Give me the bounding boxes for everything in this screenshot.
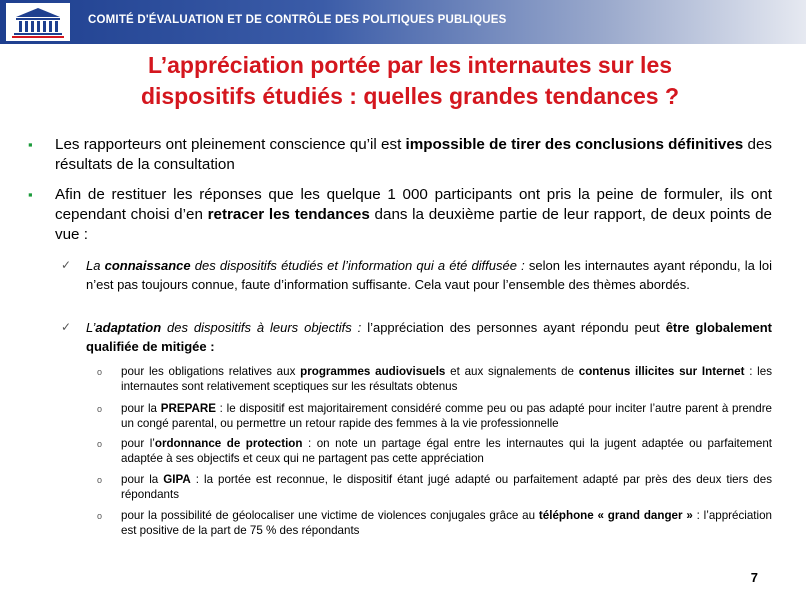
detail-1-text-end: : les internautes sont relativement sceptiques sur les résultats obtenus: [121, 365, 773, 393]
sub-2-italic: des dispositifs à leurs objectifs :: [161, 320, 362, 335]
sub-1-italic: des dispositifs étudiés et l’information qui a été diffusée :: [190, 258, 525, 273]
sub-1-text: La: [86, 258, 105, 273]
detail-5-bold: téléphone « grand danger »: [538, 509, 693, 522]
bullet-1-text: Les rapporteurs ont pleinement conscience qu’il est: [55, 136, 406, 153]
sub-2-bold: adaptation: [95, 320, 162, 335]
sub-1-text-end: selon les internautes ayant répondu, la loi n’est pas toujours connue, faute d’information suffisante. Cela vaut pour l’ensemble des thèmes abordés.: [86, 258, 773, 292]
circle-bullet-icon: o: [97, 404, 103, 414]
detail-4-text-end: : la portée est reconnue, le dispositif étant jugé adapté ou parfaitement adapté par près des deux tiers des répondants: [121, 473, 772, 501]
detail-3-bold: ordonnance de protection: [154, 437, 303, 450]
detail-bullet-prepare: [97, 401, 773, 431]
circle-bullet-icon: o: [97, 367, 103, 377]
sub-2-text: L’: [86, 320, 96, 335]
assemblee-nationale-logo-icon: [6, 3, 70, 41]
bullet-1-bold: impossible de tirer des conclusions définitives: [405, 136, 744, 153]
sub-2-text-mid: l’appréciation des personnes ayant répondu peut: [361, 320, 666, 335]
detail-bullet-audiovisuel: [97, 364, 773, 394]
detail-2-text-end: : le dispositif est majoritairement considéré comme peu ou pas adapté pour inciter l’autre parent à prendre un congé parental, ou permettre un retour rapide des femmes à la vie professionnelle: [121, 402, 773, 430]
bullet-2: [28, 185, 773, 245]
header-title: COMITÉ D'ÉVALUATION ET DE CONTRÔLE DES POLITIQUES PUBLIQUES: [88, 14, 507, 26]
sub-bullet-connaissance: [61, 256, 773, 294]
header-bar: [0, 0, 806, 44]
detail-bullet-gipa: [97, 472, 772, 502]
circle-bullet-icon: o: [97, 511, 103, 521]
page-number: 7: [750, 570, 758, 585]
bullet-2-bold: retracer les tendances: [207, 206, 370, 223]
square-bullet-icon: ▪: [28, 137, 33, 152]
detail-bullet-telephone: [97, 508, 772, 538]
sub-2-bold-end: être globalement qualifiée de mitigée :: [86, 320, 773, 354]
check-bullet-icon: ✓: [61, 320, 72, 334]
detail-3-text-end: : on note un partage égal entre les internautes qui la jugent adaptée ou parfaitement adaptée à ses objectifs et ceux qui ne partagent pas cette appréciation: [121, 437, 772, 465]
slide-title-line2: dispositifs étudiés : quelles grandes tendances ?: [140, 83, 680, 109]
slide-title: [20, 50, 800, 112]
bullet-2-text: Afin de restituer les réponses que les quelque 1 000 participants ont pris la peine de formuler, ils ont cependant choisi d’en: [55, 186, 772, 223]
detail-5-text: pour la possibilité de géolocaliser une victime de violences conjugales grâce au: [121, 509, 539, 522]
sub-bullet-adaptation: [61, 318, 773, 356]
detail-4-bold: GIPA: [163, 473, 191, 486]
detail-4-text: pour la: [121, 473, 164, 486]
detail-3-text: pour l’: [121, 437, 155, 450]
bullet-1-text-end: des résultats de la consultation: [55, 136, 772, 173]
detail-1-bold: programmes audiovisuels: [300, 365, 446, 378]
bullet-2-text-end: dans la deuxième partie de leur rapport, de deux points de vue :: [55, 206, 773, 243]
detail-1-text: pour les obligations relatives aux: [121, 365, 301, 378]
detail-2-bold: PREPARE: [160, 402, 216, 415]
detail-2-text: pour la: [121, 402, 161, 415]
bullet-1: [28, 135, 772, 175]
detail-bullet-ordonnance: [97, 436, 772, 466]
detail-5-text-end: : l’appréciation est positive de la part de 75 % des répondants: [121, 509, 772, 537]
circle-bullet-icon: o: [97, 439, 103, 449]
sub-1-bold: connaissance: [104, 258, 191, 273]
slide-title-line1: L’appréciation portée par les internautes sur les: [147, 52, 673, 78]
detail-1-bold-2: contenus illicites sur Internet: [578, 365, 745, 378]
circle-bullet-icon: o: [97, 475, 103, 485]
square-bullet-icon: ▪: [28, 187, 33, 202]
check-bullet-icon: ✓: [61, 258, 72, 272]
detail-1-text-mid: et aux signalements de: [445, 365, 579, 378]
